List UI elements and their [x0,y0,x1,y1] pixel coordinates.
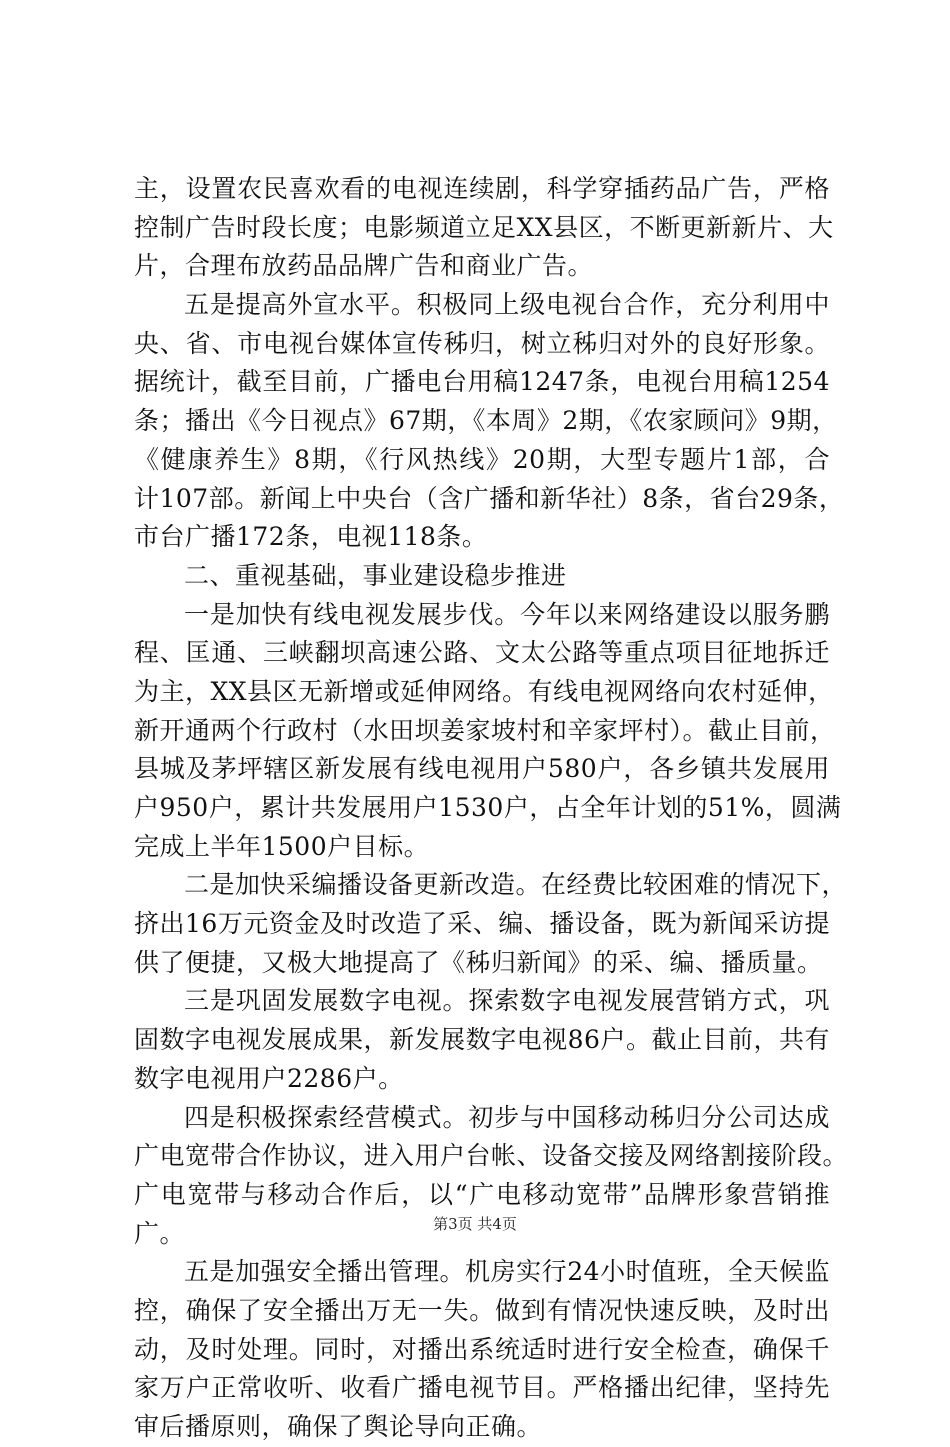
text-line: 广。 [134,1218,186,1248]
text-line: 供了便捷，又极大地提高了《秭归新闻》的采、编、播质量。 [134,947,823,977]
page-number-footer: 第3页 共4页 [433,1215,517,1233]
text-line: 数字电视用户2286户。 [134,1063,404,1093]
text-line: 央、省、市电视台媒体宣传秭归，树立秭归对外的良好形象。 [134,328,830,358]
text-line: 计107部。新闻上中央台（含广播和新华社）8条，省台29条， [134,483,845,513]
text-line: 程、匡通、三峡翻坝高速公路、文太公路等重点项目征地拆迁 [134,638,830,668]
paragraph-start-line: 二是加快采编播设备更新改造。在经费比较困难的情况下， [184,870,848,900]
paragraph-start-line: 五是提高外宣水平。积极同上级电视台合作，充分利用中 [184,290,830,320]
section-heading: 二、重视基础，事业建设稳步推进 [184,560,567,590]
text-line: 据统计，截至目前，广播电台用稿1247条，电视台用稿1254 [134,367,830,397]
text-line: 控，确保了安全播出万无一失。做到有情况快速反映，及时出 [134,1295,830,1325]
paragraph-start-line: 四是积极探索经营模式。初步与中国移动秭归分公司达成 [184,1102,830,1132]
paragraph-start-line: 三是巩固发展数字电视。探索数字电视发展营销方式，巩 [184,986,830,1016]
text-line: 县城及茅坪辖区新发展有线电视用户580户，各乡镇共发展用 [134,754,830,784]
text-line: 市台广播172条，电视118条。 [134,522,488,552]
paragraph-start-line: 五是加强安全播出管理。机房实行24小时值班，全天候监 [184,1257,830,1287]
text-line: 广电宽带与移动合作后，以“广电移动宽带”品牌形象营销推 [134,1179,830,1209]
text-line: 挤出16万元资金及时改造了采、编、播设备，既为新闻采访提 [134,909,830,939]
text-line: 广电宽带合作协议，进入用户台帐、设备交接及网络割接阶段。 [134,1141,849,1171]
text-line: 条；播出《今日视点》67期，《本周》2期，《农家顾问》9期， [134,406,838,436]
text-line: 固数字电视发展成果，新发展数字电视86户。截止目前，共有 [134,1025,830,1055]
paragraph-start-line: 一是加快有线电视发展步伐。今年以来网络建设以服务鹏 [184,599,830,629]
text-line: 主，设置农民喜欢看的电视连续剧，科学穿插药品广告，严格 [134,174,830,203]
text-line: 新开通两个行政村（水田坝姜家坡村和辛家坪村）。截止目前， [134,715,836,745]
text-line: 《健康养生》8期，《行风热线》20期，大型专题片1部，合 [134,444,830,474]
text-line: 片，合理布放药品品牌广告和商业广告。 [134,251,594,281]
text-line: 为主，XX县区无新增或延伸网络。有线电视网络向农村延伸， [134,676,834,706]
text-line: 控制广告时段长度；电影频道立足XX县区，不断更新新片、大 [134,212,834,242]
text-line: 完成上半年1500户目标。 [134,831,430,861]
document-body [134,170,849,1447]
text-line: 家万户正常收听、收看广播电视节目。严格播出纪律，坚持先 [134,1373,830,1403]
text-line: 审后播原则，确保了舆论导向正确。 [134,1412,543,1441]
text-line: 动，及时处理。同时，对播出系统适时进行安全检查，确保千 [134,1334,830,1364]
text-line: 户950户，累计共发展用户1530户，占全年计划的51%，圆满 [134,793,842,822]
